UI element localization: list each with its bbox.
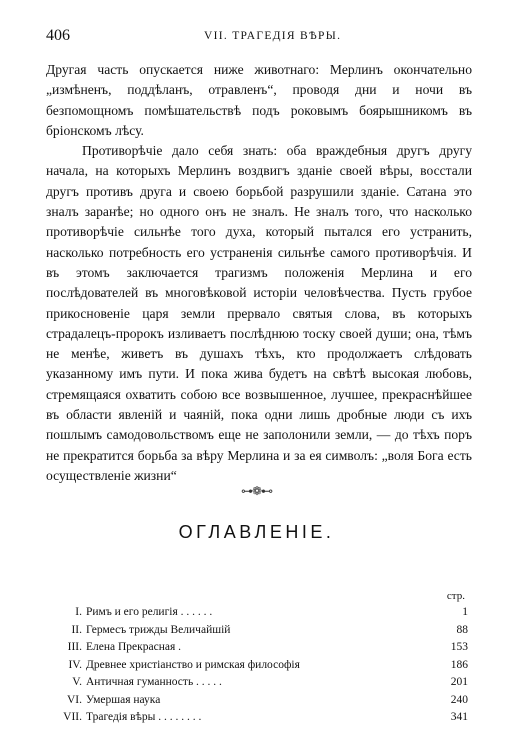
toc-entry-title: Древнее христіанство и римская философія — [86, 658, 300, 671]
paragraph: Другая часть опускается ниже животнаго: Мерлинъ окончательно „измѣненъ, поддѣланъ, отравленъ“, проводя дни и ночи въ безпомощномъ помѣшательствѣ подъ роковымъ боярышникомъ въ бріонскомъ лѣсу. — [46, 62, 472, 138]
toc-entry — [46, 709, 466, 727]
toc-page-column-label: стр. — [446, 590, 465, 602]
toc-entry — [46, 604, 466, 622]
body-text — [46, 60, 472, 486]
toc-entry — [46, 657, 466, 675]
toc-entry — [46, 674, 466, 692]
toc-entry — [46, 622, 466, 640]
toc-entry-title: Гермесъ трижды Величайшій — [86, 623, 231, 636]
toc-entry-title: Римъ и его религія . . . . . . — [86, 606, 213, 618]
toc-entry-title: Трагедія вѣры . . . . . . . . — [86, 711, 202, 723]
toc-title: ОГЛАВЛЕНІЕ. — [178, 522, 335, 542]
toc-entry-number: V. — [72, 676, 82, 688]
toc-entry-number: III. — [67, 641, 82, 653]
table-of-contents — [46, 604, 466, 727]
paragraph: Противорѣчіе дало себя знать: оба враждебныя другъ другу начала, на которыхъ Мерлинъ воздвигъ зданіе своей вѣры, восстали другъ противъ друга и своею борьбой разрушили зданіе. Сатана это зналъ заранѣе; но одного онъ не зналъ. Не зналъ того, что насколько противорѣчіе сильнѣе того духа, который пытался его устранить, насколько потребность его устраненія сильнѣе самого противорѣчія. И въ этомъ заключается трагизмъ положенія Мерлина и его послѣдователей въ многовѣковой исторіи человѣчества. Пусть грубое прикосновеніе царя земли прервало святыя слова, въ которыхъ страдалецъ-пророкъ изливаетъ послѣднюю тоску своей души; она, тѣмъ не менѣе, живетъ въ душахъ тѣхъ, кто продолжаетъ слѣдовать указанному имъ пути. И пока жива будетъ на свѣтѣ высокая любовь, стремящаяся охватить собою все возвышенное, лучшее, прекраснѣйшее въ области явленій и чаяній, пока одни лишь дробные люди съ ихъ пошлымъ самодовольствомъ еще не заполонили земли, — до тѣхъ поръ не прекратится борьба за вѣру Мерлина и за ея символъ: „воля Бога есть осуществленіе жизни“ — [46, 143, 472, 483]
toc-entry-page: 186 — [450, 658, 468, 671]
toc-entry — [46, 692, 466, 710]
toc-entry-page: 88 — [456, 623, 468, 636]
toc-entry-number: I. — [75, 606, 82, 618]
toc-entry-page: 201 — [450, 676, 468, 688]
toc-entry — [46, 639, 466, 657]
toc-entry-page: 341 — [450, 711, 468, 723]
toc-entry-number: VII. — [63, 711, 82, 723]
toc-entry-number: VI. — [66, 693, 82, 706]
toc-entry-number: II. — [71, 623, 82, 636]
toc-entry-page: 240 — [450, 693, 468, 706]
toc-entry-page: 1 — [462, 606, 468, 618]
running-title: VII. ТРАГЕДІЯ ВѢРЫ. — [204, 30, 342, 42]
ornament-divider: ⊶❁⊷ — [240, 484, 273, 498]
toc-entry-number: IV. — [68, 658, 82, 671]
toc-entry-title: Елена Прекрасная . — [86, 641, 182, 653]
page-number: 406 — [46, 27, 70, 44]
toc-entry-title: Умершая наука — [86, 693, 161, 706]
toc-entry-title: Античная гуманность . . . . . — [86, 676, 222, 688]
page-header — [46, 27, 473, 45]
toc-entry-page: 153 — [450, 641, 468, 653]
